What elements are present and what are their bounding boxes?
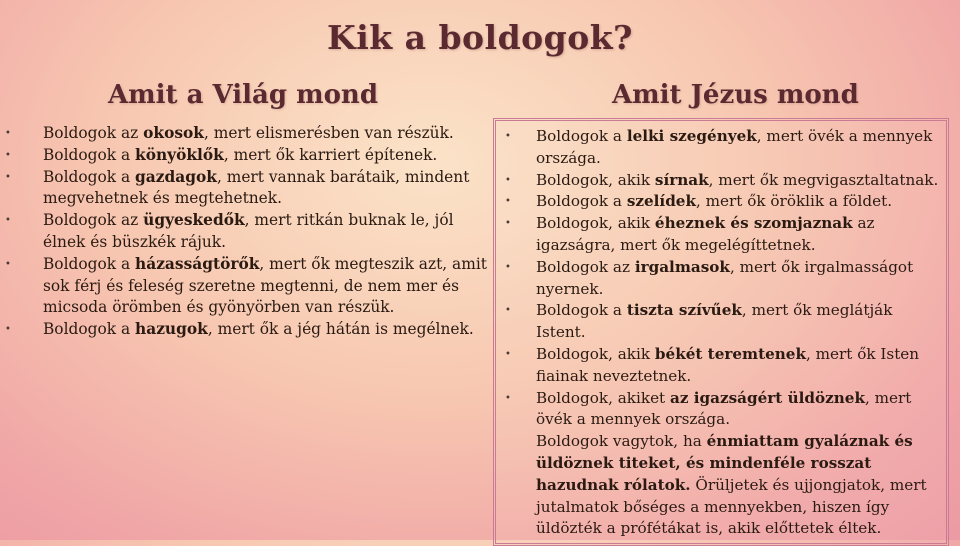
closing-paragraph: Boldogok vagytok, ha énmiattam gyaláznak és üldöznek titeket, és mindenféle rosszat hazudnak rólatok. Örüljetek és ujjongjatok, mert jutalmatok bőséges a mennyekben, hiszen így üldözték a prófétákat is, akik előttetek éltek. bbox=[536, 432, 927, 538]
list-item: • Boldogok a hazugok, mert ők a jég hátán is megélnek. bbox=[5, 319, 487, 341]
left-column-heading: Amit a Világ mond bbox=[108, 80, 379, 110]
list-item: • Boldogok a szelídek, mert ők öröklik a földet. bbox=[496, 191, 946, 213]
list-item: • Boldogok, akik békét teremtenek, mert ők Isten fiainak neveztetnek. bbox=[496, 344, 946, 388]
list-item: • Boldogok az ügyeskedők, mert ritkán buknak le, jól élnek és büszkék rájuk. bbox=[5, 210, 487, 254]
slide-title: Kik a boldogok? bbox=[327, 18, 633, 57]
list-item: • Boldogok, akik sírnak, mert ők megvigasztaltatnak. bbox=[496, 170, 946, 192]
list-item: • Boldogok a tiszta szívűek, mert ők meglátják Istent. bbox=[496, 300, 946, 344]
jesus-says-list bbox=[493, 118, 949, 546]
list-item: • Boldogok az okosok, mert elismerésben van részük. bbox=[5, 123, 487, 145]
list-item: • Boldogok a gazdagok, mert vannak barátaik, mindent megvehetnek és megtehetnek. bbox=[5, 167, 487, 211]
list-item: • Boldogok a lelki szegények, mert övék a mennyek országa. bbox=[496, 126, 946, 170]
list-item: • Boldogok a házasságtörők, mert ők megteszik azt, amit sok férj és feleség szeretne megtenni, de nem mer és micsoda örömben és gyönyörben van részük. bbox=[5, 254, 487, 319]
list-item: • Boldogok, akiket az igazságért üldöznek, mert övék a mennyek országa. bbox=[496, 388, 946, 432]
list-item: • Boldogok az irgalmasok, mert ők irgalmasságot nyernek. bbox=[496, 257, 946, 301]
right-column-heading: Amit Jézus mond bbox=[612, 80, 859, 110]
list-item: • Boldogok a könyöklők, mert ők karriert építenek. bbox=[5, 145, 487, 167]
list-item: • Boldogok, akik éheznek és szomjaznak az igazságra, mert ők megelégíttetnek. bbox=[496, 213, 946, 257]
world-says-list bbox=[5, 123, 487, 341]
